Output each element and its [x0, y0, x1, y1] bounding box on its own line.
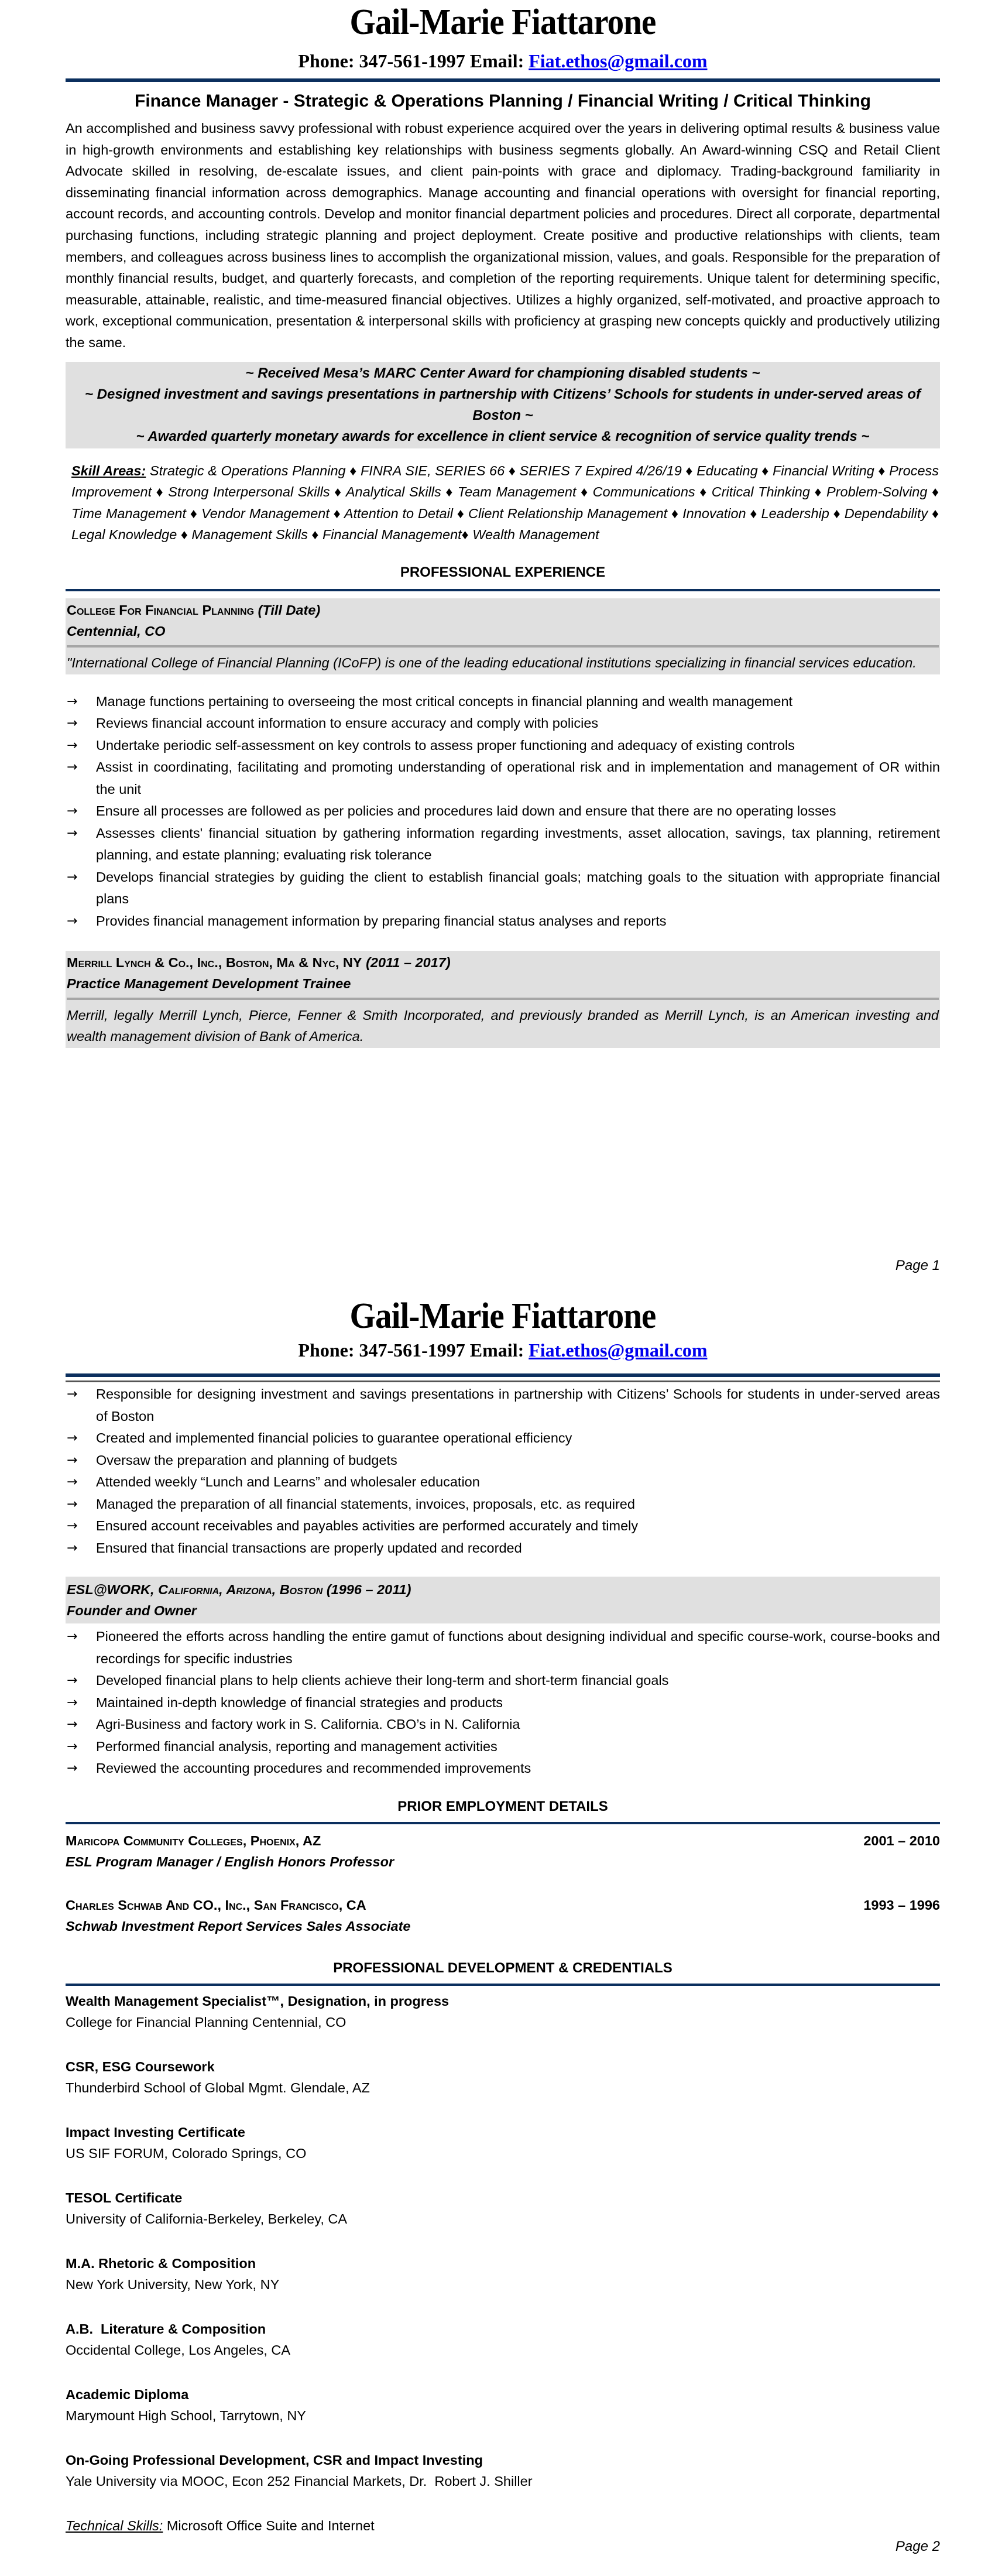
arrow-right-icon: → [67, 716, 78, 731]
job-title: Practice Management Development Trainee [67, 976, 351, 992]
awards-box [66, 362, 940, 448]
arrow-right-icon: → [67, 760, 78, 775]
list-item: → Performed financial analysis, reporting and management activities [66, 1736, 940, 1758]
email-label: Email: [469, 1340, 524, 1361]
credential-item [66, 2450, 940, 2492]
credential-item [66, 2384, 940, 2426]
section-divider [66, 1984, 940, 1986]
credential-title: TESOL Certificate [66, 2190, 183, 2205]
section-divider [66, 1822, 940, 1824]
credentials-list [66, 1991, 940, 2492]
email-link[interactable]: Fiat.ethos@gmail.com [529, 1340, 708, 1361]
credential-item [66, 1991, 940, 2033]
credential-institution: Occidental College, Los Angeles, CA [66, 2342, 291, 2358]
credential-item [66, 2122, 940, 2164]
eslwork-duties-list [66, 1626, 940, 1780]
list-item: → Assesses clients' financial situation by gathering information regarding investments, asset allocation, savings, tax planning, retirement planning, and estate planning; evaluating risk tolerance [66, 823, 940, 866]
list-item: → Oversaw the preparation and planning of budgets [66, 1450, 940, 1472]
arrow-right-icon: → [67, 913, 78, 929]
credential-title: A.B. Literature & Composition [66, 2321, 266, 2337]
arrow-right-icon: → [67, 1629, 78, 1644]
professional-headline: Finance Manager - Strategic & Operations Planning / Financial Writing / Critical Thinking [135, 91, 871, 111]
credential-institution: Yale University via MOOC, Econ 252 Financial Markets, Dr. Robert J. Shiller [66, 2473, 533, 2489]
arrow-right-icon: → [67, 1695, 78, 1710]
phone-number: 347-561-1997 [359, 50, 465, 71]
list-item: → Undertake periodic self-assessment on key controls to assess proper functioning and adequacy of existing controls [66, 735, 940, 757]
prior-job [66, 1830, 940, 1872]
list-item: → Ensured account receivables and payables activities are performed accurately and timely [66, 1515, 940, 1537]
page-number: Page 1 [895, 1258, 940, 1273]
cfp-duties-list [66, 691, 940, 933]
email-label: Email: [469, 50, 524, 71]
award-item: ~ Received Mesa’s MARC Center Award for championing disabled students ~ [245, 365, 760, 381]
section-divider [66, 589, 940, 591]
skill-areas [66, 460, 940, 546]
list-item: → Ensure all processes are followed as per policies and procedures laid down and ensure that there are no operating losses [66, 800, 940, 823]
job-dates: (Till Date) [258, 602, 321, 618]
skill-areas-label: Skill Areas: [71, 463, 146, 478]
list-item: → Ensured that financial transactions are properly updated and recorded [66, 1537, 940, 1560]
credential-title: On-Going Professional Development, CSR and Impact Investing [66, 2452, 483, 2468]
company-name: Merrill Lynch & Co., Inc., Boston, Ma & Nyc, NY [67, 955, 362, 971]
contact-line [66, 1338, 940, 1362]
company-description: "International College of Financial Planning (ICoFP) is one of the leading educational institutions specializing in financial services education. [67, 655, 917, 670]
resume-page-1 [66, 0, 940, 1048]
job-years: 2001 – 2010 [863, 1832, 940, 1848]
list-item: → Attended weekly “Lunch and Learns” and wholesaler education [66, 1471, 940, 1493]
job-header-eslwork [66, 1577, 940, 1623]
arrow-right-icon: → [67, 1739, 78, 1754]
list-item: → Provides financial management information by preparing financial status analyses and reports [66, 910, 940, 933]
job-title: Founder and Owner [67, 1603, 197, 1618]
credential-institution: US SIF FORUM, Colorado Springs, CO [66, 2145, 307, 2161]
award-item: ~ Designed investment and savings presentations in partnership with Citizens’ Schools for students in under-served areas of Boston ~ [84, 386, 921, 423]
job-years: 1993 – 1996 [863, 1897, 940, 1913]
list-item: → Maintained in-depth knowledge of financial strategies and products [66, 1692, 940, 1714]
merrill-duties-list [66, 1383, 940, 1559]
credential-title: Academic Diploma [66, 2386, 189, 2402]
arrow-right-icon: → [67, 825, 78, 841]
credential-institution: Marymount High School, Tarrytown, NY [66, 2407, 306, 2423]
section-title-prior-employment: PRIOR EMPLOYMENT DETAILS [397, 1798, 608, 1814]
list-item: → Developed financial plans to help clients achieve their long-term and short-term financial goals [66, 1670, 940, 1692]
candidate-name: Gail-Marie Fiattarone [349, 2, 656, 42]
contact-line [66, 49, 940, 73]
list-item: → Pioneered the efforts across handling the entire gamut of functions about designing individual and specific course-work, course-books and recordings for specific industries [66, 1626, 940, 1670]
prior-job [66, 1895, 940, 1937]
page-number: Page 2 [895, 2539, 940, 2554]
arrow-right-icon: → [67, 1761, 78, 1776]
job-header-cfp [66, 598, 940, 674]
arrow-right-icon: → [67, 1431, 78, 1445]
arrow-right-icon: → [67, 1496, 78, 1512]
arrow-right-icon: → [67, 1519, 78, 1533]
credential-institution: University of California-Berkeley, Berkeley, CA [66, 2211, 348, 2226]
job-title: ESL Program Manager / English Honors Professor [66, 1854, 394, 1869]
job-divider [67, 645, 939, 648]
email-link[interactable]: Fiat.ethos@gmail.com [529, 50, 708, 71]
list-item: → Assist in coordinating, facilitating and promoting understanding of operational risk and in implementation and management of OR within the unit [66, 756, 940, 800]
job-header-merrill [66, 951, 940, 1048]
award-item: ~ Awarded quarterly monetary awards for excellence in client service & recognition of service quality trends ~ [136, 428, 870, 444]
credential-title: Wealth Management Specialist™, Designation, in progress [66, 1993, 450, 2009]
company-locations: California, Arizona, Boston [158, 1582, 323, 1597]
company-name-lead: ESL@WORK, [67, 1582, 155, 1597]
company-name: Maricopa Community Colleges, Phoenix, AZ [66, 1832, 321, 1848]
phone-label: Phone: [298, 50, 355, 71]
job-divider [67, 998, 939, 1000]
phone-number: 347-561-1997 [359, 1340, 465, 1361]
technical-skills-text: Microsoft Office Suite and Internet [163, 2517, 375, 2533]
arrow-right-icon: → [67, 1673, 78, 1688]
list-item: → Agri-Business and factory work in S. California. CBO’s in N. California [66, 1714, 940, 1736]
arrow-right-icon: → [67, 694, 78, 709]
section-title-experience: PROFESSIONAL EXPERIENCE [400, 564, 606, 580]
candidate-name: Gail-Marie Fiattarone [349, 1296, 656, 1336]
credential-title: Impact Investing Certificate [66, 2124, 245, 2140]
page-top-divider [66, 1381, 940, 1382]
summary-paragraph: An accomplished and business savvy professional with robust experience acquired over the years in delivering optimal results & business value in high-growth environments and establishing key relationships with business segments globally. An Award-winning CSQ and Retail Client Advocate skilled in resolving, de-escalate issues, and client pain-points with grace and diplomacy. Trading-background familiarity in disseminating financial information across demographics. Manage accounting and financial operations with oversight for financial reporting, account records, and accounting controls. Develop and monitor financial department policies and procedures. Direct all corporate, departmental purchasing functions, including strategic planning and project deployment. Create positive and productive relationships with clients, team members, and colleagues across business lines to accomplish the organizational mission, values, and goals. Responsible for the preparation of monthly financial results, budget, and quarterly forecasts, and completion of the reporting requirements. Unique talent for determining specific, measurable, attainable, realistic, and time-measured financial objectives. Utilizes a highly organized, self-motivated, and proactive approach to work, exceptional communication, presentation & interpersonal skills with proficiency at grasping new concepts quickly and productively utilizing the same. [66, 121, 940, 350]
arrow-right-icon: → [67, 1453, 78, 1468]
list-item: → Responsible for designing investment and savings presentations in partnership with Citizens’ Schools for students in under-served areas of Boston [66, 1383, 940, 1427]
technical-skills-label: Technical Skills: [66, 2517, 163, 2533]
list-item: → Develops financial strategies by guiding the client to establish financial goals; matching goals to the situation with appropriate financial plans [66, 866, 940, 910]
arrow-right-icon: → [67, 1540, 78, 1556]
arrow-right-icon: → [67, 804, 78, 819]
credential-item [66, 2187, 940, 2229]
job-location: Centennial, CO [67, 623, 166, 639]
list-item: → Managed the preparation of all financial statements, invoices, proposals, etc. as required [66, 1493, 940, 1516]
list-item: → Reviewed the accounting procedures and recommended improvements [66, 1758, 940, 1780]
credential-item [66, 2056, 940, 2098]
arrow-right-icon: → [67, 869, 78, 885]
list-item: → Reviews financial account information to ensure accuracy and comply with policies [66, 712, 940, 735]
credential-institution: Thunderbird School of Global Mgmt. Glendale, AZ [66, 2080, 370, 2095]
section-title-credentials: PROFESSIONAL DEVELOPMENT & CREDENTIALS [333, 1960, 673, 1976]
list-item: → Created and implemented financial policies to guarantee operational efficiency [66, 1427, 940, 1450]
job-title: Schwab Investment Report Services Sales Associate [66, 1918, 411, 1934]
arrow-right-icon: → [67, 1717, 78, 1732]
phone-label: Phone: [298, 1340, 355, 1361]
arrow-right-icon: → [67, 1475, 78, 1489]
credential-institution: College for Financial Planning Centennial, CO [66, 2014, 346, 2030]
skill-areas-text: Strategic & Operations Planning ♦ FINRA SIE, SERIES 66 ♦ SERIES 7 Expired 4/26/19 ♦ Educating ♦ Financial Writing ♦ Process Improvement ♦ Strong Interpersonal Skills ♦ Analytical Skills ♦ Team Management ♦ Communications ♦ Critical Thinking ♦ Problem-Solving ♦ Time Management ♦ Vendor Management ♦ Attention to Detail ♦ Client Relationship Management ♦ Innovation ♦ Leadership ♦ Dependability ♦ Legal Knowledge ♦ Management Skills ♦ Financial Management♦ Wealth Management [71, 463, 939, 543]
technical-skills [66, 2515, 940, 2536]
credential-item [66, 2253, 940, 2295]
credential-title: CSR, ESG Coursework [66, 2058, 215, 2074]
header-divider [66, 78, 940, 82]
list-item: → Manage functions pertaining to overseeing the most critical concepts in financial planning and wealth management [66, 691, 940, 713]
arrow-right-icon: → [67, 738, 78, 753]
job-dates: (2011 – 2017) [366, 955, 451, 971]
company-name: College For Financial Planning [67, 602, 255, 618]
resume-page-2 [66, 1295, 940, 2536]
company-name: Charles Schwab And CO., Inc., San Francisco, CA [66, 1897, 366, 1913]
company-description: Merrill, legally Merrill Lynch, Pierce, Fenner & Smith Incorporated, and previously branded as Merrill Lynch, is an American investing and wealth management division of Bank of America. [67, 1008, 939, 1044]
header-divider [66, 1373, 940, 1377]
credential-item [66, 2318, 940, 2361]
credential-title: M.A. Rhetoric & Composition [66, 2255, 256, 2271]
arrow-right-icon: → [67, 1387, 78, 1402]
job-dates: (1996 – 2011) [326, 1582, 411, 1597]
credential-institution: New York University, New York, NY [66, 2276, 280, 2292]
